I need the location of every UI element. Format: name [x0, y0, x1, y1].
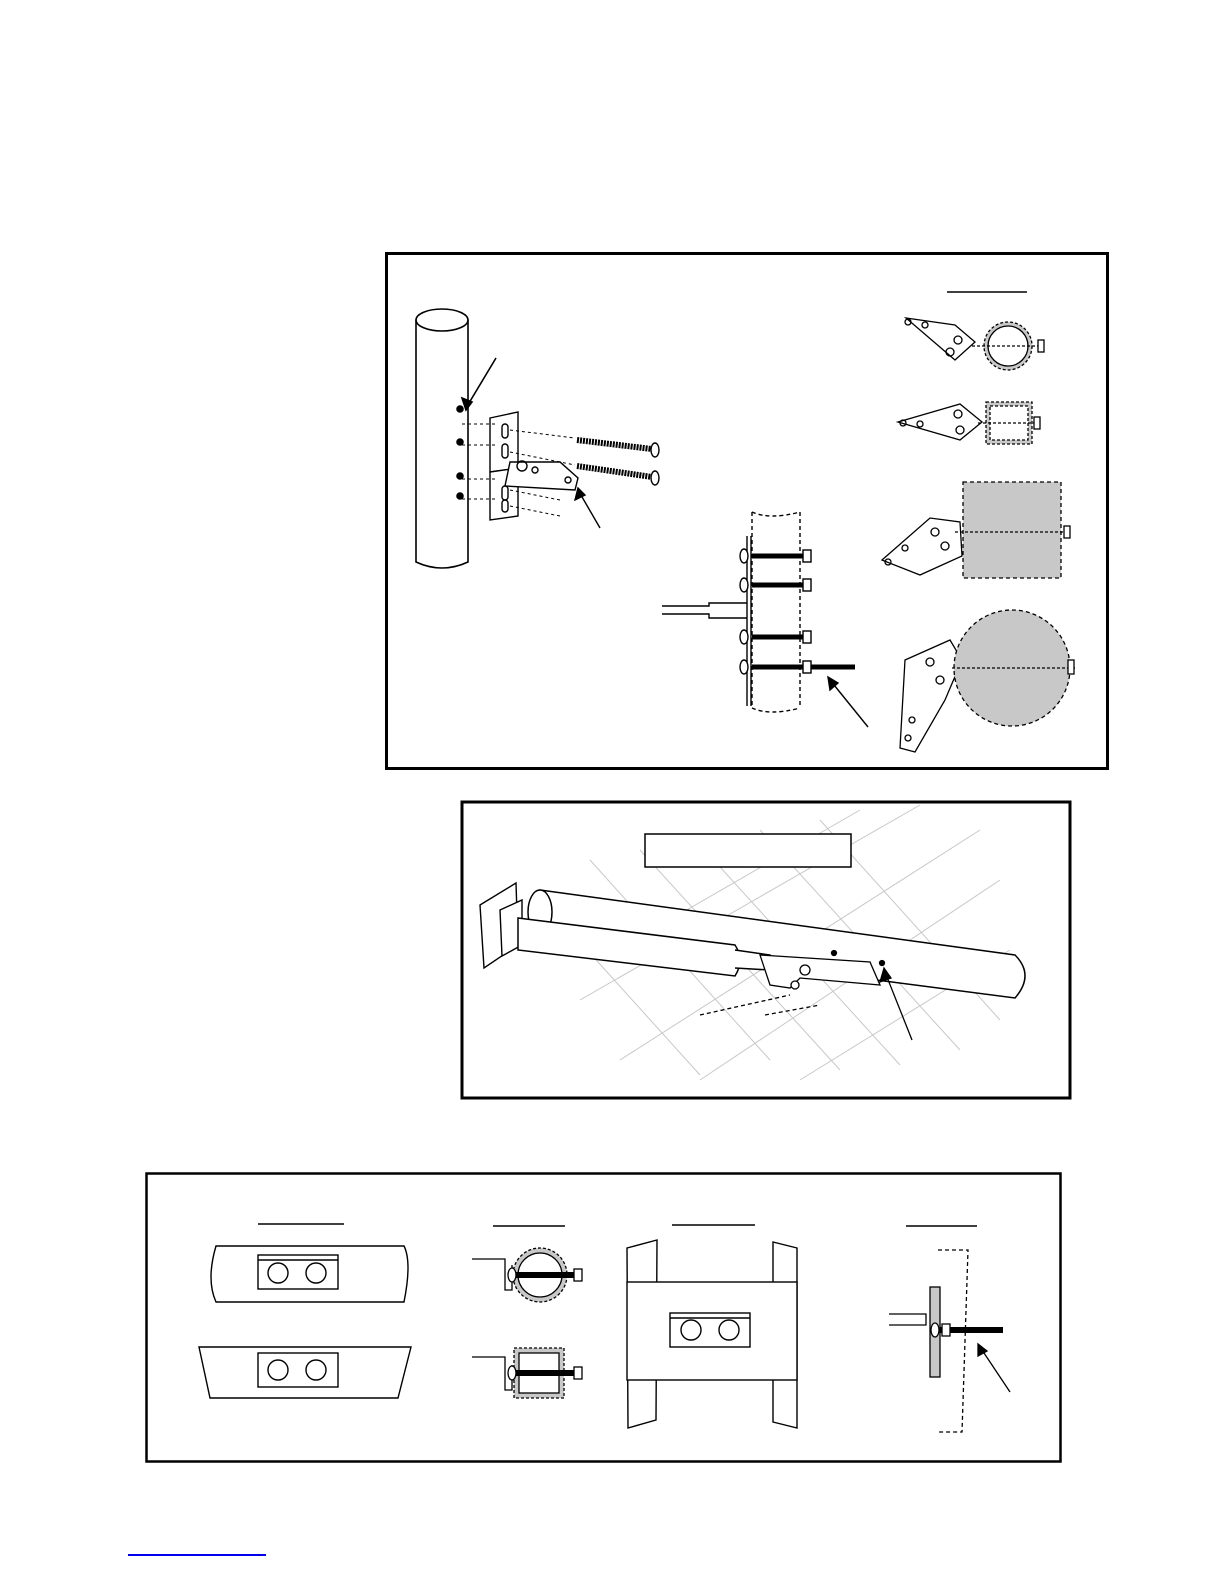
wall-plate-icon: [480, 883, 522, 968]
square-tube-icon: [472, 1348, 582, 1398]
pole-clamp-icon: [662, 512, 868, 727]
bracket-on-square-post-icon: [898, 402, 1040, 444]
wall-section-icon: [889, 1250, 1010, 1432]
lag-bolt-icon: [577, 440, 659, 485]
beam-mount-panel: [145, 1172, 1063, 1464]
bracket-on-round-pole-icon: [905, 318, 1044, 370]
round-beam-icon: [211, 1246, 408, 1302]
bracket-on-square-column-icon: [882, 482, 1070, 578]
footer-link-underline[interactable]: [128, 1554, 266, 1556]
wall-bracket-icon: [462, 412, 600, 528]
column-wrap-icon: [627, 1240, 797, 1428]
wall-mount-panel: [460, 800, 1072, 1100]
round-pipe-icon: [472, 1248, 582, 1302]
bracket-on-round-column-icon: [900, 610, 1075, 752]
label-box: [645, 834, 851, 867]
pole-icon: [416, 309, 496, 568]
tapered-beam-icon: [199, 1347, 411, 1398]
pole-mount-panel: [385, 252, 1110, 770]
